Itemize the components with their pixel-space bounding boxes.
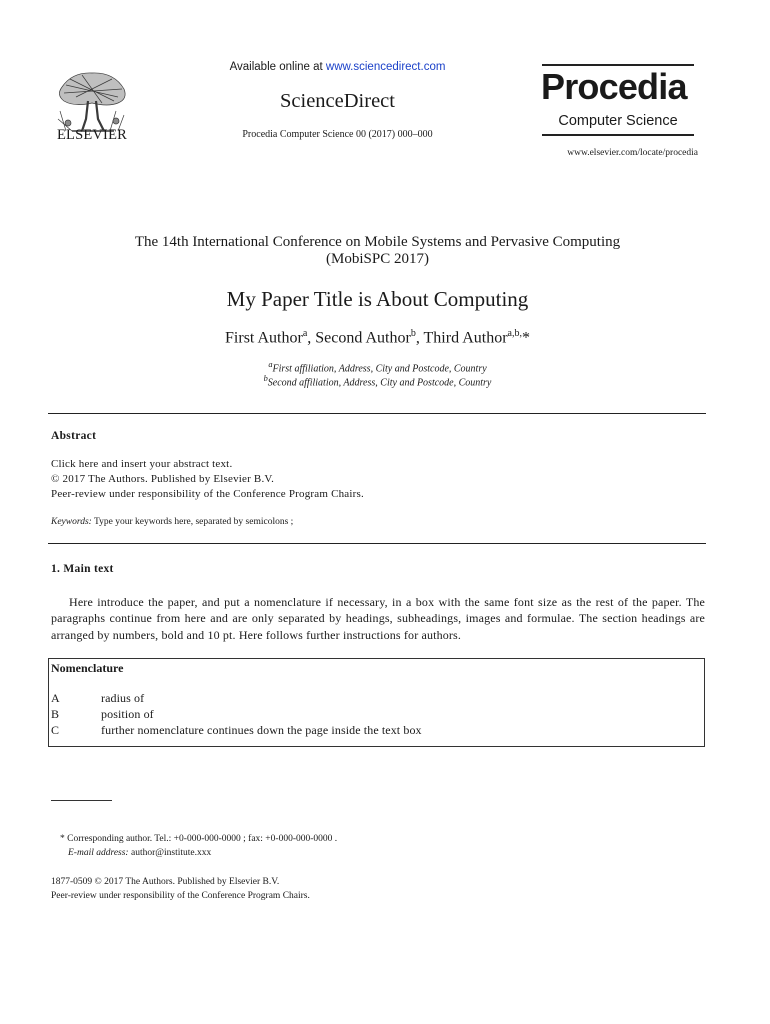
email-label: E-mail address: xyxy=(68,848,129,858)
conference-name xyxy=(60,234,695,268)
author-separator: , xyxy=(307,329,316,347)
available-prefix: Available online at xyxy=(229,61,326,73)
nomenclature-heading: Nomenclature xyxy=(51,661,124,675)
brand-bottom-rule xyxy=(542,134,694,136)
author-separator: , xyxy=(415,329,424,347)
author-name: First Author xyxy=(225,329,303,347)
journal-line: Procedia Computer Science 00 (2017) 000–000 xyxy=(242,129,433,140)
affiliation-text: First affiliation, Address, City and Postcode, Country xyxy=(272,363,487,375)
nomenclature-symbol: B xyxy=(51,707,60,721)
author-list xyxy=(60,328,695,347)
available-online xyxy=(200,61,475,73)
corresponding-author-note: * Corresponding author. Tel.: +0-000-000-0000 ; fax: +0-000-000-0000 . xyxy=(60,834,338,844)
nomenclature-symbol: A xyxy=(51,691,60,705)
nomenclature-symbol: C xyxy=(51,723,60,737)
peer-review-line: Peer-review under responsibility of the Conference Program Chairs. xyxy=(51,891,310,901)
footnote-rule xyxy=(51,800,112,801)
nomenclature-definition: radius of xyxy=(101,691,145,705)
paper-title: My Paper Title is About Computing xyxy=(226,287,529,311)
platform-name: ScienceDirect xyxy=(280,90,395,112)
author-name: Second Author xyxy=(315,329,411,347)
author-name: Third Author xyxy=(423,329,508,347)
issn-line: 1877-0509 © 2017 The Authors. Published by Elsevier B.V. xyxy=(51,877,280,887)
publisher-name: ELSEVIER xyxy=(56,127,128,143)
affiliation xyxy=(60,374,695,388)
abstract-line: Peer-review under responsibility of the Conference Program Chairs. xyxy=(51,488,364,500)
affiliation-text: Second affiliation, Address, City and Postcode, Country xyxy=(267,377,492,389)
affiliation-sup: b xyxy=(263,374,268,383)
divider xyxy=(48,543,706,544)
conference-line1: The 14th International Conference on Mobile Systems and Pervasive Computing xyxy=(134,234,621,250)
affiliation-sup: a xyxy=(268,360,273,369)
sciencedirect-link[interactable]: www.sciencedirect.com xyxy=(325,61,446,73)
abstract-heading: Abstract xyxy=(51,430,97,442)
keywords xyxy=(51,517,293,527)
body-paragraph: Here introduce the paper, and put a nomenclature if necessary, in a box with the same font size as the rest of the paper. The paragraphs continue from here and are only separated by headings, subheadings, images and formulae. The section headings are arranged by numbers, bold and 10 pt. Here follows further instructions for authors. xyxy=(51,595,705,642)
email-note xyxy=(68,848,211,858)
keywords-label: Keywords: xyxy=(51,517,92,527)
locate-url: www.elsevier.com/locate/procedia xyxy=(567,148,698,158)
affiliation xyxy=(60,360,695,374)
brand-name: Procedia xyxy=(541,66,687,107)
brand-subtitle: Computer Science xyxy=(558,113,678,129)
divider xyxy=(48,413,706,414)
author-affil-sup: a xyxy=(302,328,308,339)
keywords-text: Type your keywords here, separated by semicolons ; xyxy=(91,517,294,527)
abstract-line: © 2017 The Authors. Published by Elsevier B.V. xyxy=(51,473,275,485)
author-affil-sup: b xyxy=(410,328,416,339)
nomenclature-definition: further nomenclature continues down the page inside the text box xyxy=(101,723,422,737)
author-affil-sup: a,b, xyxy=(507,328,522,339)
conference-line2: (MobiSPC 2017) xyxy=(326,251,429,267)
abstract-line: Click here and insert your abstract text. xyxy=(51,458,233,470)
corresponding-mark: * xyxy=(521,329,530,347)
section-heading: 1. Main text xyxy=(51,563,114,575)
nomenclature-definition: position of xyxy=(101,707,154,721)
email-value: author@institute.xxx xyxy=(128,848,212,858)
